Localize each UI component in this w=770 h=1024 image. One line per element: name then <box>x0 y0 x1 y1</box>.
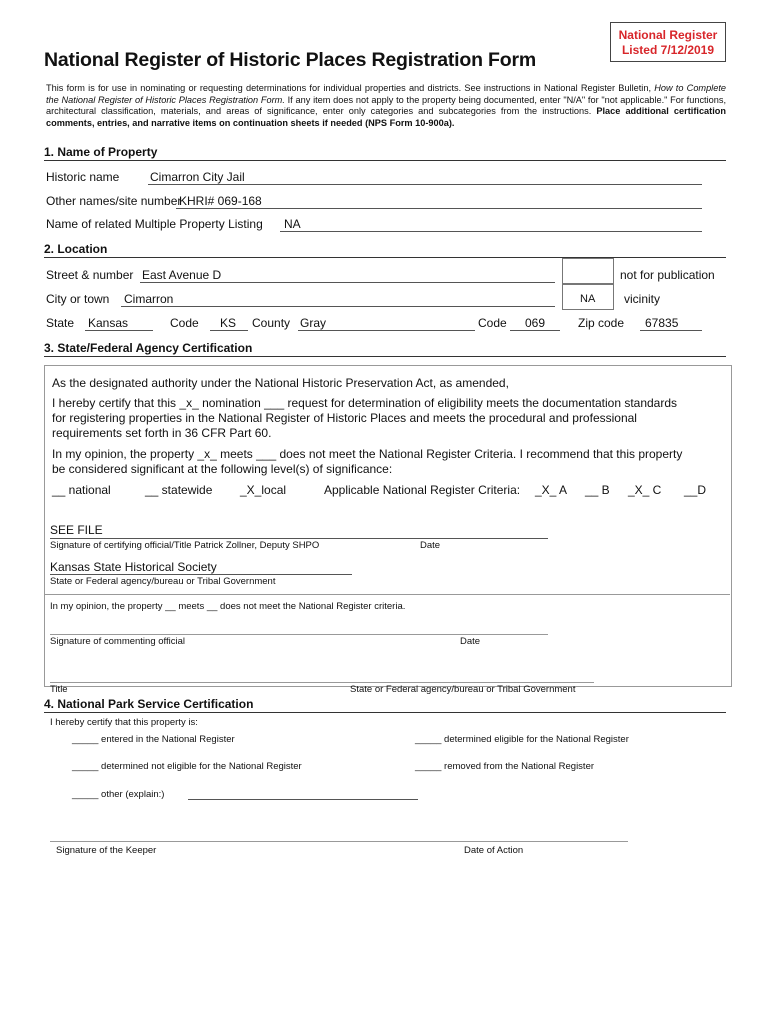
nps-entered[interactable]: _____ entered in the National Register <box>72 734 235 745</box>
commenting-signature-line[interactable] <box>50 634 548 635</box>
county-code-label: Code <box>478 316 507 330</box>
criterion-d[interactable]: __D <box>684 483 707 497</box>
title-line[interactable] <box>50 682 594 683</box>
historic-name-field[interactable]: Cimarron City Jail <box>150 170 245 184</box>
state-code-label: Code <box>170 316 199 330</box>
cert-line-5b: meets ___ does not meet the National Register Criteria. I recommend that this property <box>216 447 683 461</box>
nps-determined-eligible[interactable]: _____ determined eligible for the National Register <box>415 734 629 745</box>
criterion-b[interactable]: __ B <box>585 483 610 497</box>
street-label: Street & number <box>46 268 134 282</box>
agency-line <box>50 574 352 575</box>
cert-line-5a: In my opinion, the property <box>52 447 198 461</box>
intro-text-2: If any item does not apply to the property being documented, enter "N/A" for "not applicable." For functions, architectural classification, materials, and areas of significance, enter only categories and subcategories from the instructions. <box>46 94 727 117</box>
state-line <box>85 330 153 331</box>
mpl-line <box>280 231 702 232</box>
nps-determined-not-eligible[interactable]: _____ determined not eligible for the National Register <box>72 761 302 772</box>
not-for-publication-box[interactable] <box>562 258 614 285</box>
section-1-heading: 1. Name of Property <box>44 145 726 161</box>
agency-label: State or Federal agency/bureau or Tribal Government <box>50 576 276 587</box>
mpl-field[interactable]: NA <box>284 217 301 231</box>
cert-line-6: be considered significant at the following level(s) of significance: <box>52 462 393 476</box>
agency-label-2: State or Federal agency/bureau or Tribal Government <box>350 684 576 695</box>
other-names-label: Other names/site number <box>46 194 182 208</box>
level-national[interactable]: __ national <box>52 483 111 497</box>
section-2-heading: 2. Location <box>44 242 726 258</box>
cert-para-1: As the designated authority under the National Historic Preservation Act, as amended, <box>52 376 509 390</box>
see-file-text: SEE FILE <box>50 523 103 537</box>
zip-label: Zip code <box>578 316 625 330</box>
stamp-line-2: Listed 7/12/2019 <box>621 43 715 57</box>
historic-name-label: Historic name <box>46 170 120 184</box>
city-line <box>121 306 555 307</box>
nps-other[interactable]: _____ other (explain:) <box>72 789 165 800</box>
not-for-publication-label: not for publication <box>620 268 715 282</box>
cert-line-2 <box>52 396 677 411</box>
section-4-heading: 4. National Park Service Certification <box>44 697 726 713</box>
keeper-signature-line[interactable] <box>50 841 628 842</box>
commenting-signature-label: Signature of commenting official <box>50 636 186 647</box>
nomination-mark[interactable]: _x_ <box>179 396 199 410</box>
street-field[interactable]: East Avenue D <box>142 268 222 282</box>
county-code-field[interactable]: 069 <box>525 316 546 330</box>
intro-text-1: This form is for use in nominating or requesting determinations for individual properties and districts. See instructions in National Register Bulletin, <box>46 83 655 93</box>
mpl-label: Name of related Multiple Property Listing <box>46 217 263 231</box>
state-field[interactable]: Kansas <box>88 316 129 330</box>
historic-name-line <box>148 184 702 185</box>
stamp-line-1: National Register <box>618 28 718 42</box>
zip-field[interactable]: 67835 <box>645 316 679 330</box>
intro-paragraph <box>46 83 726 130</box>
nps-intro: I hereby certify that this property is: <box>50 717 198 728</box>
nps-removed[interactable]: _____ removed from the National Register <box>415 761 595 772</box>
cert-line-2a: I hereby certify that this <box>52 396 180 410</box>
meets-mark[interactable]: _x_ <box>197 447 217 461</box>
intro-bulletin: How to Complete the National Register of Historic Places Registration Form. <box>46 83 727 105</box>
agency-name: Kansas State Historical Society <box>50 560 217 574</box>
criteria-label: Applicable National Register Criteria: <box>324 483 521 497</box>
state-code-line <box>210 330 248 331</box>
vicinity-label: vicinity <box>624 292 661 306</box>
state-label: State <box>46 316 75 330</box>
certifying-date-label: Date <box>420 540 441 551</box>
county-field[interactable]: Gray <box>300 316 327 330</box>
commenting-opinion: In my opinion, the property __ meets __ does not meet the National Register criteria. <box>50 601 406 612</box>
divider <box>44 594 730 595</box>
cert-line-3: for registering properties in the National Register of Historic Places and meets the procedural and professional <box>52 411 637 425</box>
level-statewide[interactable]: __ statewide <box>145 483 213 497</box>
zip-line <box>640 330 702 331</box>
certifying-signature-line[interactable] <box>50 538 548 539</box>
other-names-field[interactable]: KHRI# 069-168 <box>179 194 262 208</box>
cert-line-5 <box>52 447 682 462</box>
intro-bold: Place additional certification comments, entries, and narrative items on continuation sheets if needed (NPS Form 10-900a). <box>46 106 727 129</box>
date-of-action-label: Date of Action <box>464 845 524 856</box>
county-label: County <box>252 316 291 330</box>
county-code-line <box>510 330 560 331</box>
criterion-a[interactable]: _X_ A <box>535 483 568 497</box>
other-names-line <box>176 208 702 209</box>
cert-line-4: requirements set forth in 36 CFR Part 60. <box>52 426 272 440</box>
criterion-c[interactable]: _X_ C <box>628 483 662 497</box>
state-code-field[interactable]: KS <box>220 316 237 330</box>
county-line <box>298 330 475 331</box>
nps-other-explain-line[interactable] <box>188 799 418 800</box>
section-3-heading: 3. State/Federal Agency Certification <box>44 341 726 357</box>
vicinity-value: NA <box>580 293 596 305</box>
title-label: Title <box>50 684 68 695</box>
commenting-date-label: Date <box>460 636 481 647</box>
city-label: City or town <box>46 292 110 306</box>
keeper-signature-label: Signature of the Keeper <box>56 845 157 856</box>
listed-stamp <box>610 22 726 62</box>
cert-line-2b: nomination ___ request for determination of eligibility meets the documentation standards <box>198 396 678 410</box>
street-line <box>140 282 555 283</box>
form-title: National Register of Historic Places Registration Form <box>44 49 536 71</box>
city-field[interactable]: Cimarron <box>124 292 174 306</box>
local-mark: _X_ <box>240 483 262 497</box>
local-label: local <box>261 483 287 497</box>
certifying-signature-label: Signature of certifying official/Title Patrick Zollner, Deputy SHPO <box>50 540 320 551</box>
level-local[interactable] <box>240 483 286 498</box>
